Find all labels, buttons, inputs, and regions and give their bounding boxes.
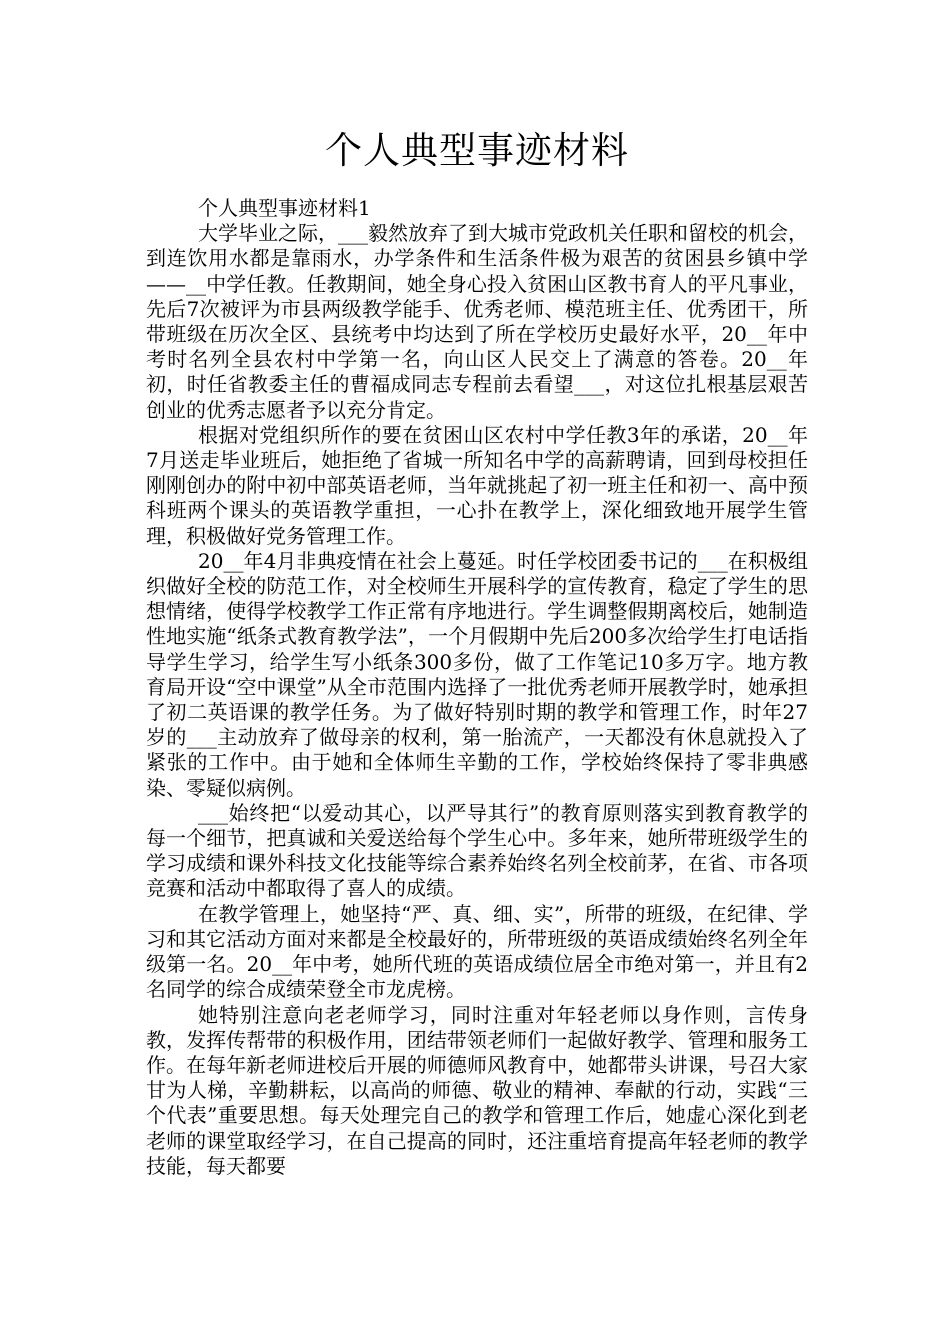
document-body — [146, 196, 808, 1179]
paragraph: 大学毕业之际，___毅然放弃了到大城市党政机关任职和留校的机会，到连饮用水都是靠雨水，办学条件和生活条件极为艰苦的贫困县乡镇中学——__中学任教。任教期间，她全身心投入贫困山区教书育人的平凡事业，先后7次被评为市县两级教学能手、优秀老师、模范班主任、优秀团干，所带班级在历次全区、县统考中均达到了所在学校历史最好水平，20__年中考时名列全县农村中学第一名，向山区人民交上了满意的答卷。20__年初，时任省教委主任的曹福成同志专程前去看望___，对这位扎根基层艰苦创业的优秀志愿者予以充分肯定。 — [146, 221, 808, 422]
section-subheading: 个人典型事迹材料1 — [198, 196, 371, 220]
paragraph: 她特别注意向老老师学习，同时注重对年轻老师以身作则，言传身教，发挥传帮带的积极作用，团结带领老师们一起做好教学、管理和服务工作。在每年新老师进校后开展的师德师风教育中，她都带头讲课，号召大家甘为人梯，辛勤耕耘，以高尚的师德、敬业的精神、奉献的行动，实践“三个代表”重要思想。每天处理完自己的教学和管理工作后，她虚心深化到老老师的课堂取经学习，在自己提高的同时，还注重培育提高年轻老师的教学技能，每天都要 — [146, 1002, 808, 1178]
paragraph: 20__年4月非典疫情在社会上蔓延。时任学校团委书记的___在积极组织做好全校的防范工作，对全校师生开展科学的宣传教育，稳定了学生的思想情绪，使得学校教学工作正常有序地进行。学生调整假期离校后，她制造性地实施“纸条式教育教学法”，一个月假期中先后200多次给学生打电话指导学生学习，给学生写小纸条300多份，做了工作笔记10多万字。地方教育局开设“空中课堂”从全市范围内选择了一批优秀老师开展教学时，她承担了初二英语课的教学任务。为了做好特别时期的教学和管理工作，时年27岁的___主动放弃了做母亲的权利，第一胎流产，一天都没有休息就投入了紧张的工作中。由于她和全体师生辛勤的工作，学校始终保持了零非典感染、零疑似病例。 — [146, 548, 808, 800]
paragraph: 在教学管理上，她坚持“严、真、细、实”，所带的班级，在纪律、学习和其它活动方面对来都是全校最好的，所带班级的英语成绩始终名列全年级第一名。20__年中考，她所代班的英语成绩位居全市绝对第一，并且有2名同学的综合成绩荣登全市龙虎榜。 — [146, 901, 808, 1002]
document-title: 个人典型事迹材料 — [325, 129, 629, 172]
paragraph: 根据对党组织所作的要在贫困山区农村中学任教3年的承诺，20__年7月送走毕业班后，她拒绝了省城一所知名中学的高薪聘请，回到母校担任刚刚创办的附中初中部英语老师，当年就挑起了初一班主任和初一、高中预科班两个课头的英语教学重担，一心扑在教学上，深化细致地开展学生管理，积极做好党务管理工作。 — [146, 422, 808, 548]
paragraph: ___始终把“以爱动其心，以严导其行”的教育原则落实到教育教学的每一个细节，把真诚和关爱送给每个学生心中。多年来，她所带班级学生的学习成绩和课外科技文化技能等综合素养始终名列全校前茅，在省、市各项竞赛和活动中都取得了喜人的成绩。 — [146, 800, 808, 901]
